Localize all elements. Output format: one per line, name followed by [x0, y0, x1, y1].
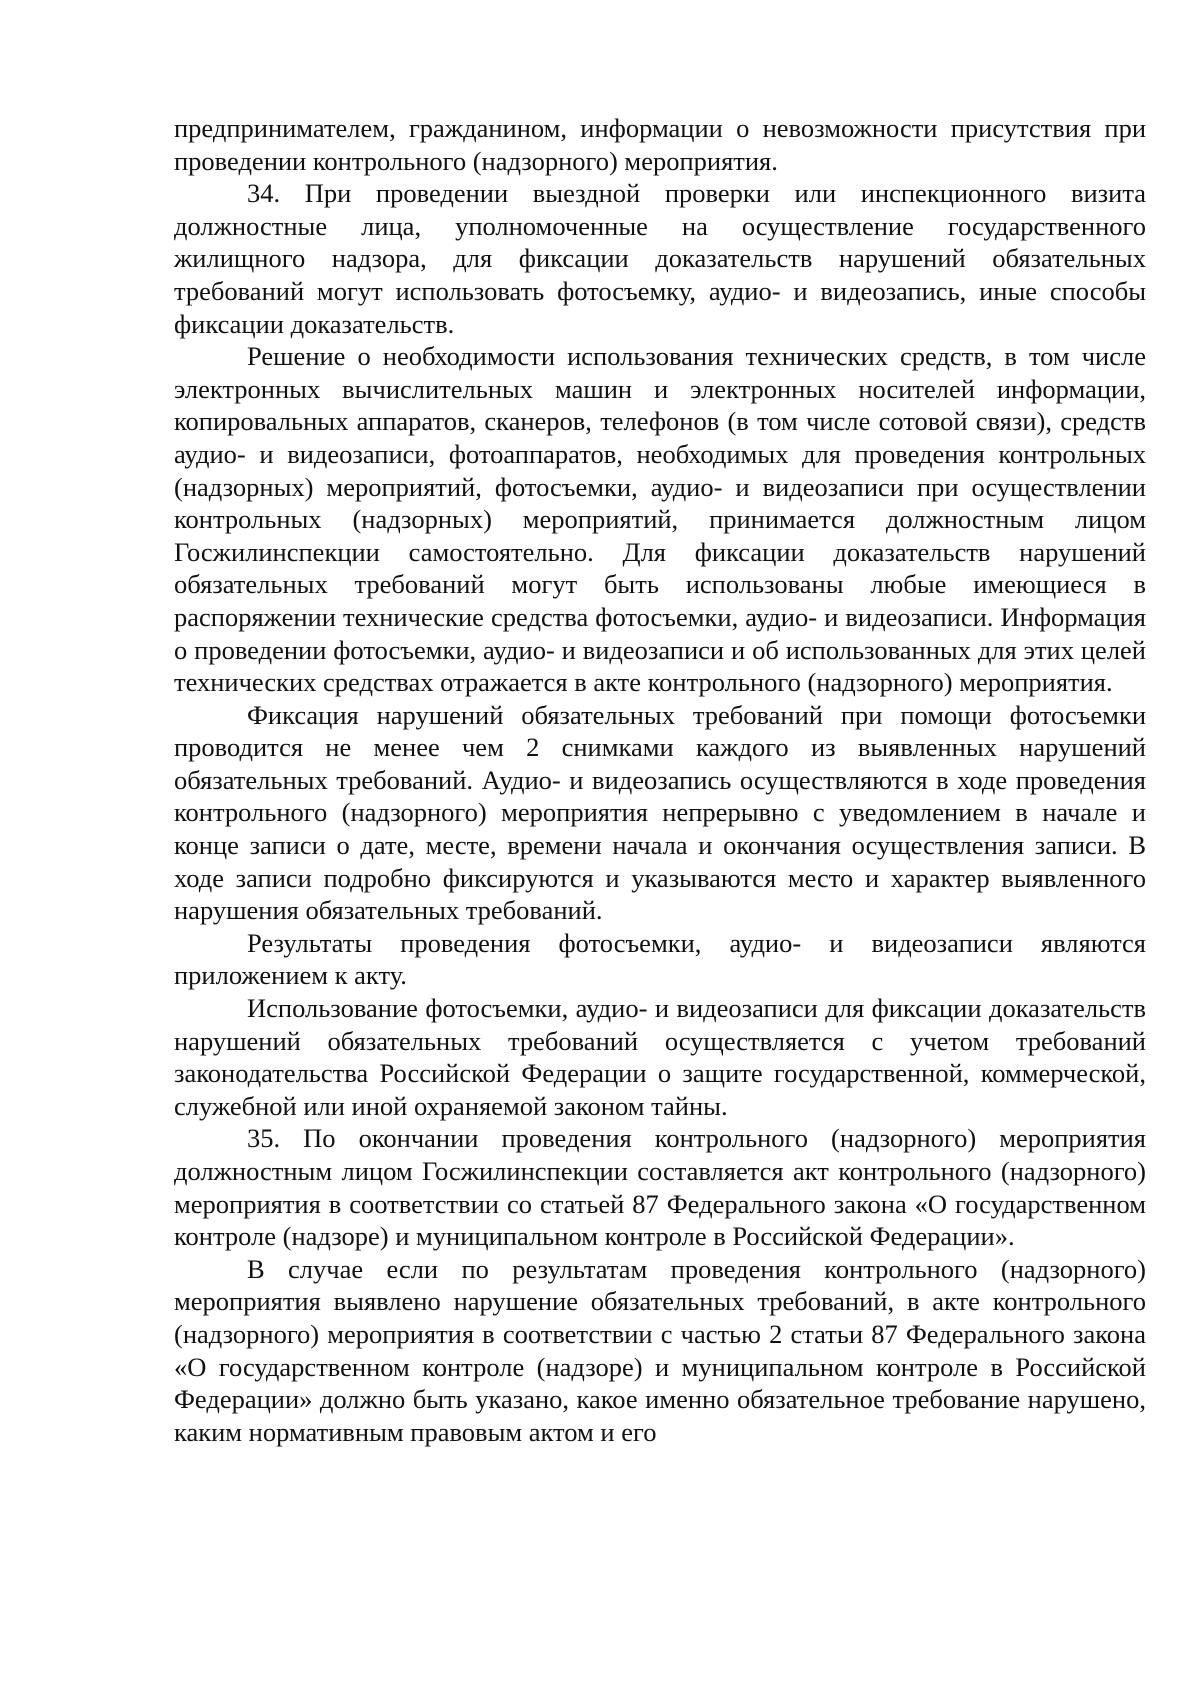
- paragraph-technical-means: Решение о необходимости использования технических средств, в том числе электронных вычислительных машин и электронных носителей информации, копировальных аппаратов, сканеров, телефонов (в том числе сотовой связи), средств аудио- и видеозаписи, фотоаппаратов, необходимых для проведения контрольных (надзорных) мероприятий, фотосъемки, аудио- и видеозаписи при осуществлении контрольных (надзорных) мероприятий, принимается должностным лицом Госжилинспекции самостоятельно. Для фиксации доказательств нарушений обязательных требований могут быть использованы любые имеющиеся в распоряжении технические средства фотосъемки, аудио- и видеозаписи. Информация о проведении фотосъемки, аудио- и видеозаписи и об использованных для этих целей технических средствах отражается в акте контрольного (надзорного) мероприятия.: [174, 341, 1146, 698]
- paragraph-results-appendix: Результаты проведения фотосъемки, аудио- и видеозаписи являются приложением к акту.: [174, 927, 1146, 991]
- paragraph-item-34: 34. При проведении выездной проверки или инспекционного визита должностные лица, уполномоченные на осуществление государственного жилищного надзора, для фиксации доказательств нарушений обязательных требований могут использовать фотосъемку, аудио- и видеозапись, иные способы фиксации доказательств.: [174, 178, 1146, 339]
- paragraph-item-35: 35. По окончании проведения контрольного (надзорного) мероприятия должностным лицом Госжилинспекции составляется акт контрольного (надзорного) мероприятия в соответствии со статьей 87 Федерального закона «О государственном контроле (надзоре) и муниципальном контроле в Российской Федерации».: [174, 1123, 1146, 1252]
- paragraph-secrecy: Использование фотосъемки, аудио- и видеозаписи для фиксации доказательств нарушений обязательных требований осуществляется с учетом требований законодательства Российской Федерации о защите государственной, коммерческой, служебной или иной охраняемой законом тайны.: [174, 993, 1146, 1121]
- paragraph-photo-fixation: Фиксация нарушений обязательных требований при помощи фотосъемки проводится не менее чем 2 снимками каждого из выявленных нарушений обязательных требований. Аудио- и видеозапись осуществляются в ходе проведения контрольного (надзорного) мероприятия непрерывно с уведомлением в начале и конце записи о дате, месте, времени начала и окончания осуществления записи. В ходе записи подробно фиксируются и указываются место и характер выявленного нарушения обязательных требований.: [174, 699, 1146, 926]
- document-page: [174, 112, 1146, 1448]
- paragraph-violation-act: В случае если по результатам проведения контрольного (надзорного) мероприятия выявлено нарушение обязательных требований, в акте контрольного (надзорного) мероприятия в соответствии с частью 2 статьи 87 Федерального закона «О государственном контроле (надзоре) и муниципальном контроле в Российской Федерации» должно быть указано, какое именно обязательное требование нарушено, каким нормативным правовым актом и его: [174, 1253, 1146, 1447]
- paragraph-continuation: предпринимателем, гражданином, информации о невозможности присутствия при проведении контрольного (надзорного) мероприятия.: [174, 113, 1146, 176]
